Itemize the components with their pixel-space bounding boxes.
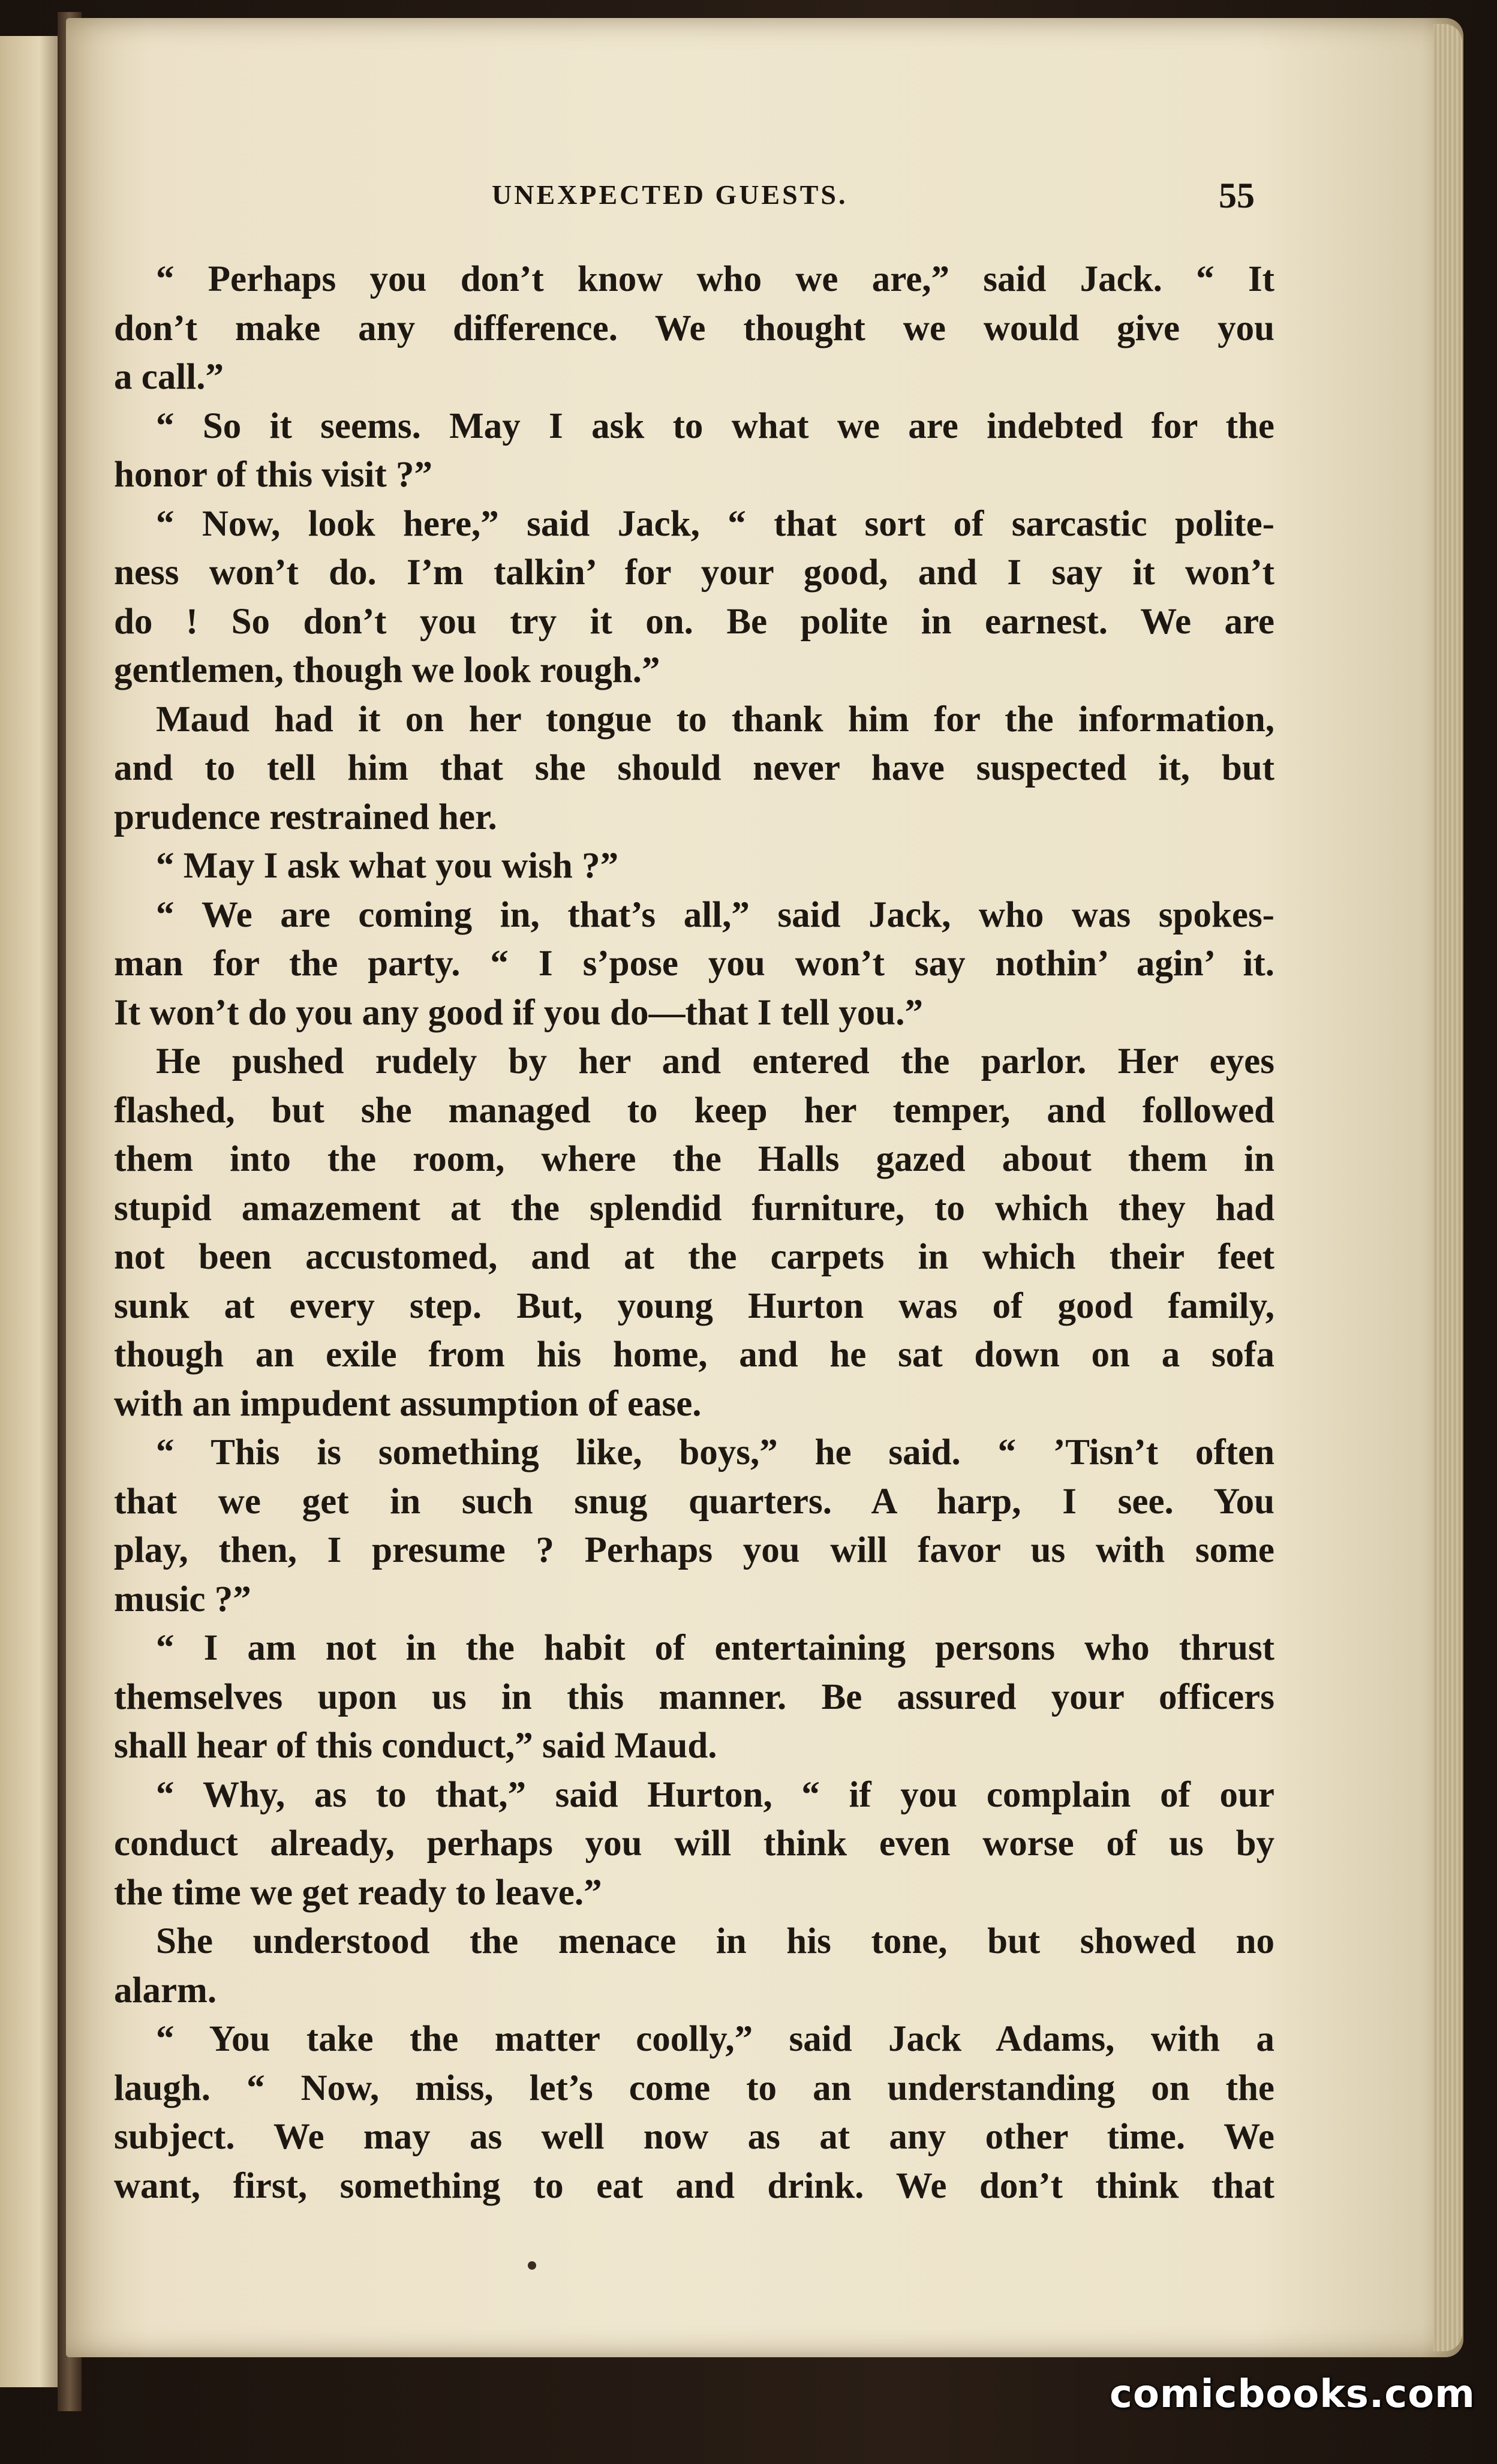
- text-line: “ We are coming in, that’s all,” said Jack, who was spokes-: [156, 894, 1274, 935]
- text-line: themselves upon us in this manner. Be assured your officers: [114, 1676, 1274, 1717]
- text-line: “ This is something like, boys,” he said. “ ’Tisn’t often: [156, 1432, 1274, 1473]
- text-line: conduct already, perhaps you will think even worse of us by: [114, 1823, 1274, 1864]
- body-text: [114, 255, 1274, 2210]
- text-line: alarm.: [114, 1970, 217, 2011]
- text-line: do ! So don’t you try it on. Be polite in earnest. We are: [114, 601, 1274, 642]
- text-line: and to tell him that she should never have suspected it, but: [114, 748, 1274, 788]
- page-number: 55: [1219, 176, 1255, 215]
- text-line: man for the party. “ I s’pose you won’t say nothin’ agin’ it.: [114, 943, 1274, 984]
- text-line: He pushed rudely by her and entered the parlor. Her eyes: [156, 1041, 1274, 1081]
- text-line: play, then, I presume ? Perhaps you will favor us with some: [114, 1530, 1274, 1570]
- text-line: She understood the menace in his tone, but showed no: [156, 1921, 1274, 1961]
- text-line: It won’t do you any good if you do—that I tell you.”: [114, 992, 923, 1033]
- text-line: “ I am not in the habit of entertaining persons who thrust: [156, 1628, 1274, 1668]
- text-line: “ You take the matter coolly,” said Jack Adams, with a: [156, 2019, 1274, 2059]
- ink-speck: [528, 2261, 536, 2270]
- text-line: with an impudent assumption of ease.: [114, 1383, 702, 1424]
- watermark-text: comicbooks.com: [1110, 2372, 1475, 2417]
- text-line: not been accustomed, and at the carpets in which their feet: [114, 1237, 1274, 1277]
- text-line: sunk at every step. But, young Hurton was of good family,: [114, 1285, 1274, 1326]
- text-line: subject. We may as well now as at any other time. We: [114, 2117, 1274, 2157]
- text-line: prudence restrained her.: [114, 797, 497, 837]
- text-line: that we get in such snug quarters. A harp, I see. You: [114, 1481, 1274, 1522]
- running-head: UNEXPECTED GUESTS.: [492, 179, 848, 210]
- text-line: want, first, something to eat and drink. We don’t think that: [114, 2165, 1274, 2206]
- text-line: the time we get ready to leave.”: [114, 1872, 602, 1913]
- text-line: music ?”: [114, 1579, 251, 1619]
- text-line: flashed, but she managed to keep her temper, and followed: [114, 1090, 1274, 1131]
- text-line: shall hear of this conduct,” said Maud.: [114, 1726, 717, 1766]
- text-line: “ May I ask what you wish ?”: [156, 846, 619, 886]
- page-header: [0, 175, 1497, 217]
- text-line: stupid amazement at the splendid furniture, to which they had: [114, 1188, 1274, 1228]
- text-line: honor of this visit ?”: [114, 455, 433, 495]
- text-line: a call.”: [114, 357, 224, 397]
- text-line: “ Perhaps you don’t know who we are,” said Jack. “ It: [156, 259, 1274, 299]
- text-line: “ Why, as to that,” said Hurton, “ if you complain of our: [156, 1774, 1274, 1815]
- text-line: gentlemen, though we look rough.”: [114, 650, 660, 690]
- text-line: Maud had it on her tongue to thank him for the information,: [156, 699, 1274, 740]
- text-line: “ So it seems. May I ask to what we are indebted for the: [156, 405, 1274, 446]
- text-line: don’t make any difference. We thought we would give you: [114, 308, 1274, 348]
- text-line: ness won’t do. I’m talkin’ for your good, and I say it won’t: [114, 552, 1274, 593]
- text-line: laugh. “ Now, miss, let’s come to an understanding on the: [114, 2068, 1274, 2108]
- facing-page-edge: [0, 36, 66, 2387]
- text-line: though an exile from his home, and he sat down on a sofa: [114, 1335, 1274, 1375]
- text-line: “ Now, look here,” said Jack, “ that sort of sarcastic polite-: [156, 503, 1274, 544]
- text-line: them into the room, where the Halls gazed about them in: [114, 1139, 1274, 1179]
- page-fore-edge: [1433, 24, 1462, 2351]
